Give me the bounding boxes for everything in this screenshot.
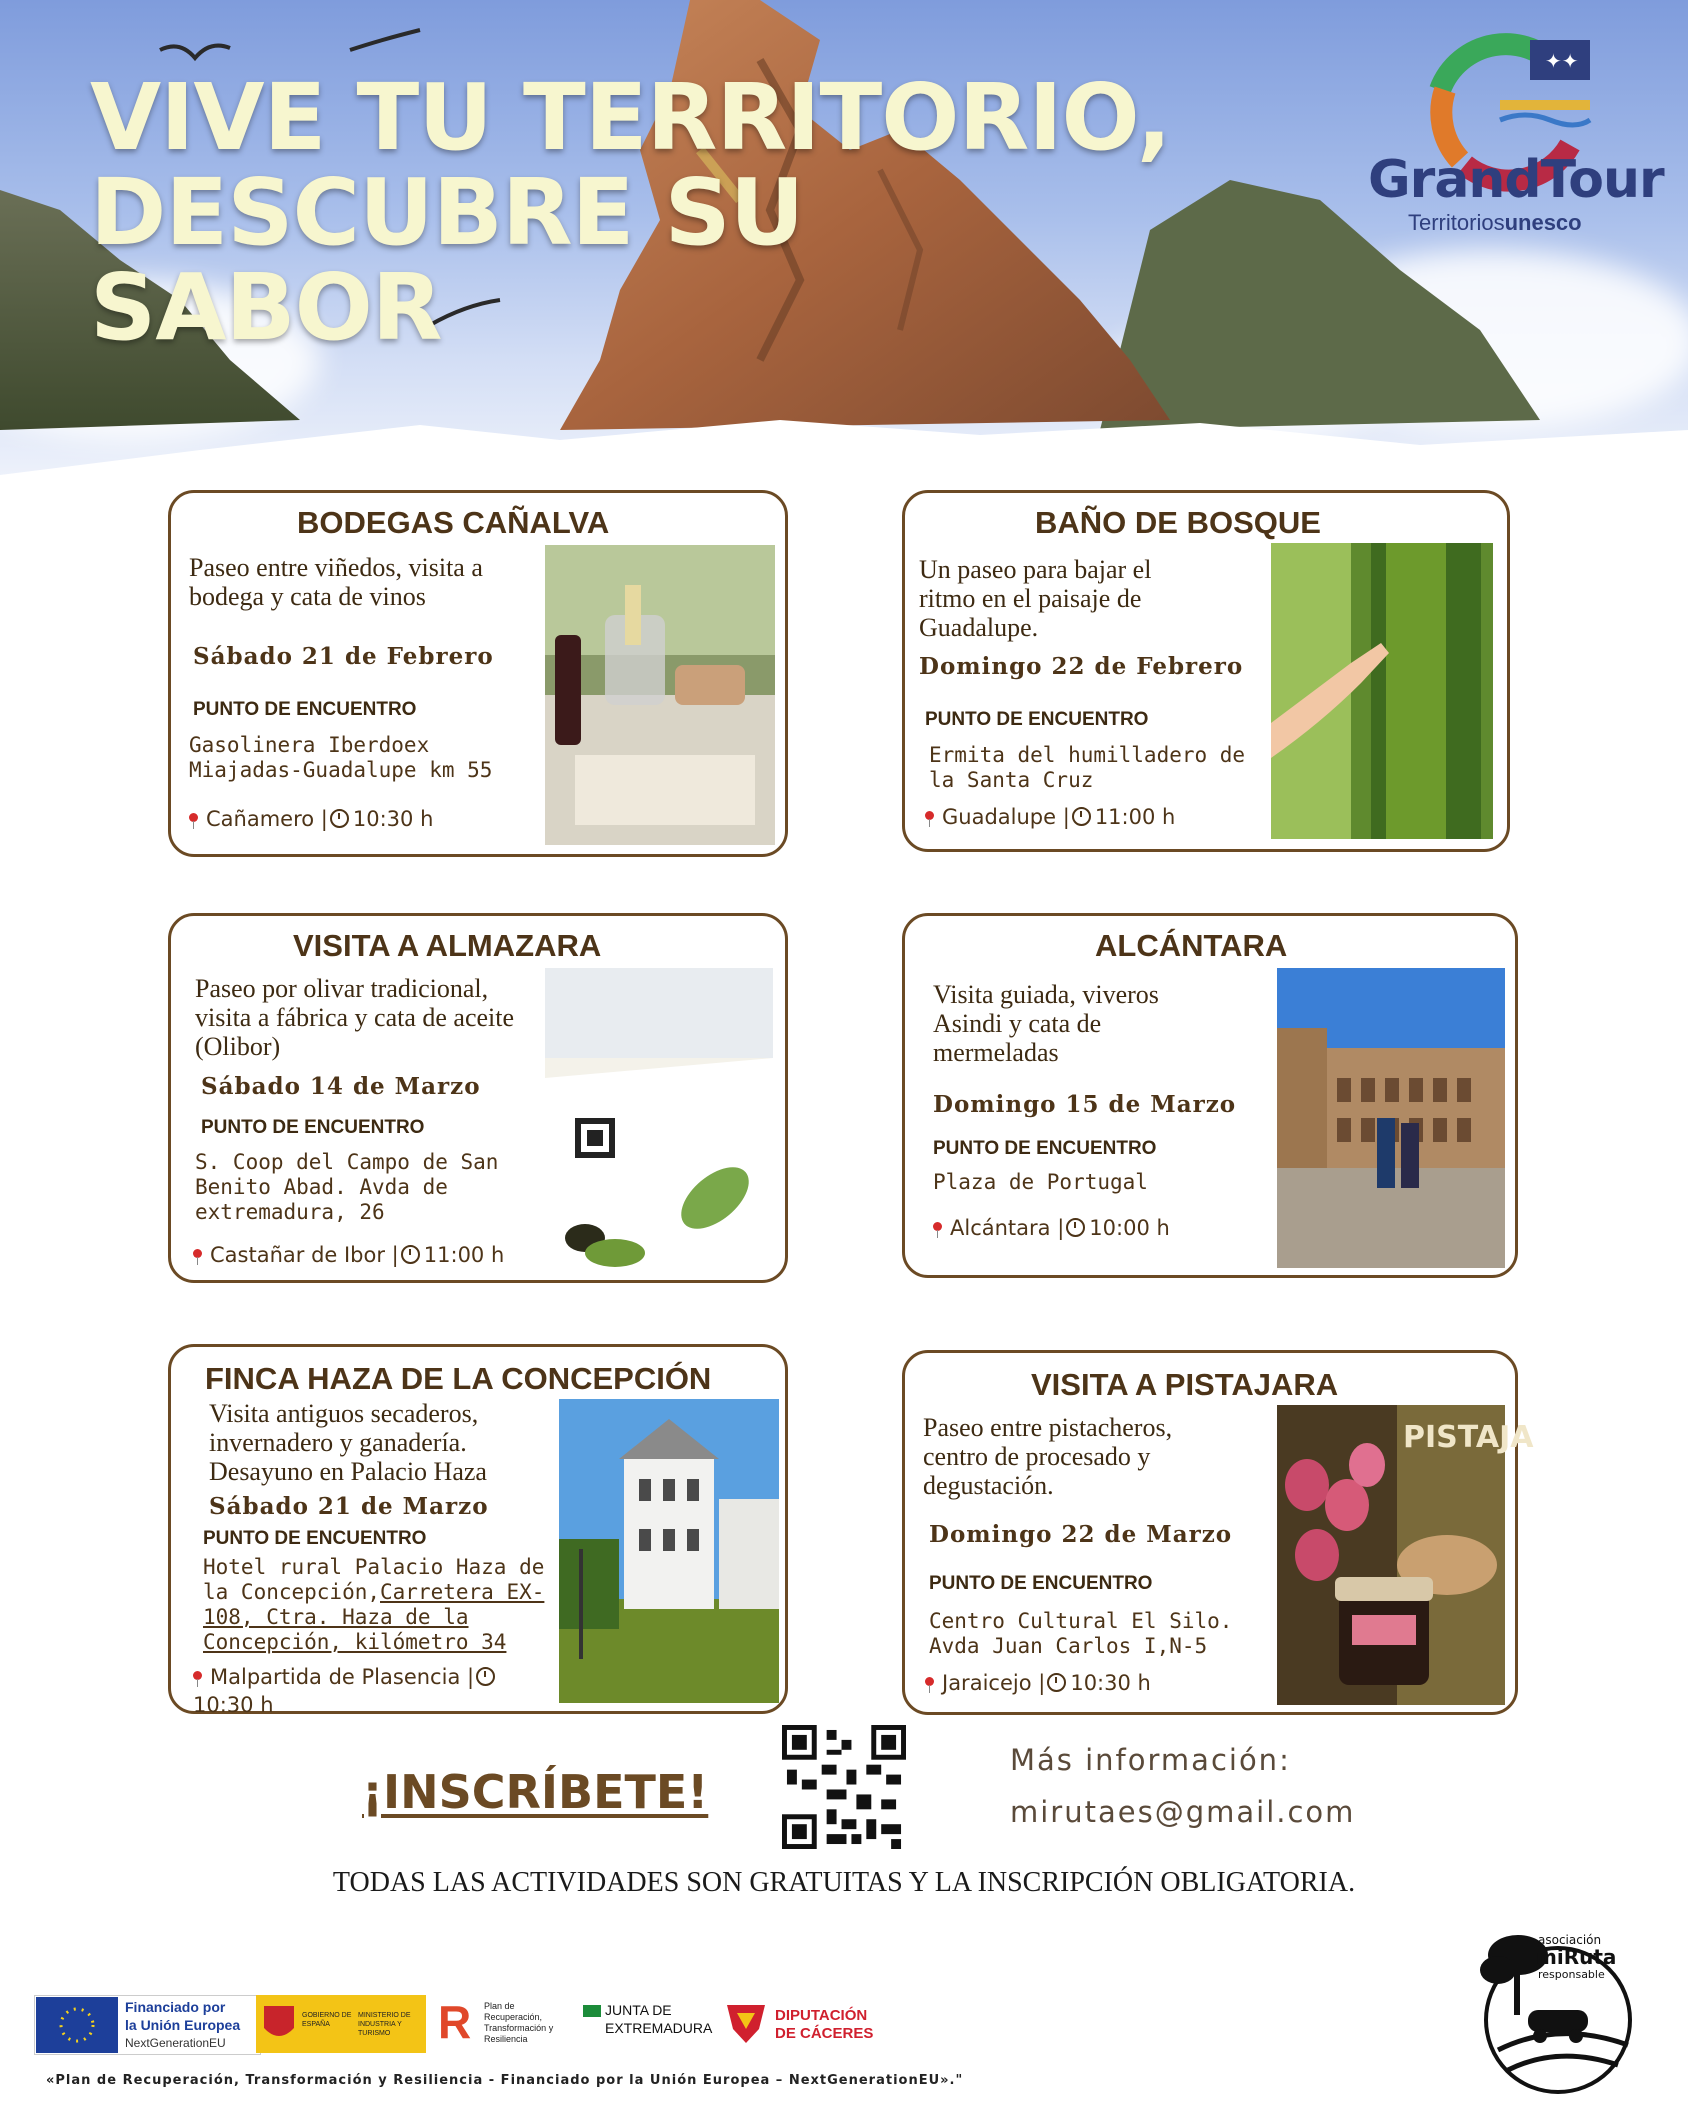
town: Alcántara [950,1216,1051,1240]
brand-sub-a: Territorios [1408,210,1505,235]
miruta-text-b: miRuta [1536,1945,1617,1969]
sponsor-logos [34,1995,914,2055]
clock-icon [1072,807,1091,826]
time: 11:00 h [1094,805,1176,829]
meeting-point-label: PUNTO DE ENCUENTRO [193,699,417,720]
brand-sub-b: unesco [1504,210,1582,235]
hero-title [90,64,1171,361]
funding-disclaimer: «Plan de Recuperación, Transformación y Resiliencia - Financiado por la Unión Europea – NextGenerationEU»." [46,2073,964,2088]
meeting-point-place [203,1555,553,1655]
card-description: Visita guiada, viveros Asindi y cata de mermeladas [933,980,1159,1067]
town: Guadalupe [942,805,1057,829]
card-date: Sábado 21 de Febrero [193,643,494,670]
time: 10:30 h [1070,1671,1151,1695]
time: 10:00 h [1089,1216,1170,1240]
meeting-point-label: PUNTO DE ENCUENTRO [933,1138,1157,1159]
location-time: Cañamero | 10:30 h [189,807,433,831]
more-info-label: Más información: [1010,1743,1291,1777]
time: 10:30 h [193,1693,274,1717]
clock-icon [1047,1673,1066,1692]
hero-title-line: DESCUBRE SU [90,159,804,266]
junta-logo [579,1995,713,2053]
svg-text:✦✦: ✦✦ [1545,49,1579,73]
wine-table-photo [545,545,775,845]
diputacion-logo [719,1995,894,2053]
pistachio-product-photo [1277,1405,1534,1705]
card-date: Domingo 22 de Febrero [919,653,1244,680]
qr-code-icon[interactable] [782,1725,906,1849]
card-date: Sábado 21 de Marzo [209,1493,489,1520]
miruta-logo-icon [1468,1920,1648,2100]
free-activities-notice: TODAS LAS ACTIVIDADES SON GRATUITAS Y LA INSCRIPCIÓN OBLIGATORIA. [332,1867,1356,1898]
meeting-point-place: Gasolinera Iberdoex Miajadas-Guadalupe km 55 [189,733,493,782]
eu-text-2: la Unión Europea [125,2017,241,2033]
spain-shield-icon [262,2004,296,2044]
prtr-logo [434,1995,574,2053]
activity-card-almazara [168,913,788,1283]
time: 11:00 h [423,1243,505,1267]
eu-text-3: NextGenerationEU [125,2036,226,2050]
eu-text-1: Financiado por [125,1999,226,2015]
miruta-text-a: asociación [1538,1933,1602,1947]
gobierno-text: GOBIERNO DE ESPAÑA [302,2012,352,2028]
card-title: BODEGAS CAÑALVA [297,505,610,540]
card-title: ALCÁNTARA [1095,928,1288,963]
meeting-point-label: PUNTO DE ENCUENTRO [201,1117,425,1138]
card-date: Domingo 15 de Marzo [933,1091,1237,1118]
map-pin-icon [925,811,934,825]
gobierno-logo [256,1995,426,2053]
diputacion-emblem-icon [723,1999,769,2045]
map-pin-icon [193,1249,202,1263]
card-description: Visita antiguos secaderos, invernadero y ganadería. Desayuno en Palacio Haza [209,1399,487,1486]
card-title: VISITA A PISTAJARA [1031,1367,1339,1402]
junta-flag-icon [583,2005,601,2017]
meeting-point-label: PUNTO DE ENCUENTRO [925,709,1149,730]
location-time: Castañar de Ibor | 11:00 h [193,1243,504,1267]
town: Cañamero [206,807,315,831]
prtr-text: Plan de Recuperación, Transformación y Resiliencia [484,2001,554,2044]
palace-haza-photo [559,1399,779,1703]
eu-logo [34,1995,261,2055]
meeting-point-place: Centro Cultural El Silo. Avda Juan Carlos I,N-5 [929,1609,1233,1658]
forest-tree-photo [1271,543,1493,839]
card-description: Paseo por olivar tradicional, visita a fábrica y cata de aceite (Olibor) [195,974,515,1061]
junta-text: JUNTA DE EXTREMADURA [605,2002,713,2036]
brand-subtitle [1408,210,1582,236]
meeting-point-place-a: Hotel rural Palacio Haza de la Concepción, [203,1555,545,1604]
activity-card-bano-bosque [902,490,1510,852]
activity-card-bodegas [168,490,788,857]
ministerio-text: MINISTERIO DE INDUSTRIA Y TURISMO [358,2012,411,2037]
town: Malpartida de Plasencia [210,1665,461,1689]
card-description: Paseo entre viñedos, visita a bodega y cata de vinos [189,553,483,611]
hero-title-line: SABOR [90,254,442,361]
activity-card-pistajara [902,1350,1534,1715]
card-title: BAÑO DE BOSQUE [1035,505,1321,540]
hero-title-line: VIVE TU TERRITORIO, [90,64,1171,171]
activity-card-finca-haza [168,1344,788,1717]
activity-card-alcantara [902,913,1518,1278]
miruta-text-c: responsable [1538,1968,1605,1981]
location-time: Jaraicejo | 10:30 h [925,1671,1151,1695]
clock-icon [330,809,349,828]
location-time: Alcántara | 10:00 h [933,1216,1170,1240]
signup-button[interactable]: ¡INSCRÍBETE! [362,1765,709,1819]
prtr-mark: R [438,1996,472,2048]
card-title: VISITA A ALMAZARA [293,928,602,963]
meeting-point-place: Plaza de Portugal [933,1170,1148,1194]
card-date: Sábado 14 de Marzo [201,1073,481,1100]
meeting-point-label: PUNTO DE ENCUENTRO [929,1573,1153,1594]
location-time: Guadalupe | 11:00 h [925,805,1175,829]
town: Castañar de Ibor [210,1243,385,1267]
diputacion-text-1: DIPUTACIÓN [775,2007,868,2024]
meeting-point-address-link[interactable]: Carretera EX-108, Ctra. Haza de la Concepción, kilómetro 34 [203,1580,545,1654]
card-description: Paseo entre pistacheros, centro de procesado y degustación. [923,1413,1173,1500]
map-pin-icon [189,813,198,827]
brand-name: GrandTour [1368,150,1664,210]
alcantara-convent-photo [1277,968,1505,1268]
pistaja-label: PISTAJA [1403,1420,1534,1455]
clock-icon [401,1245,420,1264]
card-date: Domingo 22 de Marzo [929,1521,1233,1548]
hero-banner [0,0,1688,480]
olive-oil-box-photo [545,968,773,1270]
meeting-point-label: PUNTO DE ENCUENTRO [203,1528,427,1549]
card-title: FINCA HAZA DE LA CONCEPCIÓN [205,1361,712,1396]
bird-icon [350,30,420,60]
meeting-point-place: S. Coop del Campo de San Benito Abad. Avda de extremadura, 26 [195,1150,499,1224]
diputacion-text-2: DE CÁCERES [775,2025,874,2042]
eu-flag-icon [36,1997,118,2053]
meeting-point-place: Ermita del humilladero de la Santa Cruz [929,743,1246,792]
map-pin-icon [925,1677,934,1691]
location-time: Malpartida de Plasencia |10:30 h [193,1663,533,1719]
contact-email-link[interactable]: mirutaes@gmail.com [1010,1795,1356,1829]
clock-icon [476,1667,495,1686]
map-pin-icon [933,1222,942,1236]
time: 10:30 h [352,807,434,831]
map-pin-icon [193,1671,202,1685]
clock-icon [1066,1218,1085,1237]
card-description: Un paseo para bajar el ritmo en el paisaje de Guadalupe. [919,555,1152,642]
town: Jaraicejo [942,1671,1032,1695]
